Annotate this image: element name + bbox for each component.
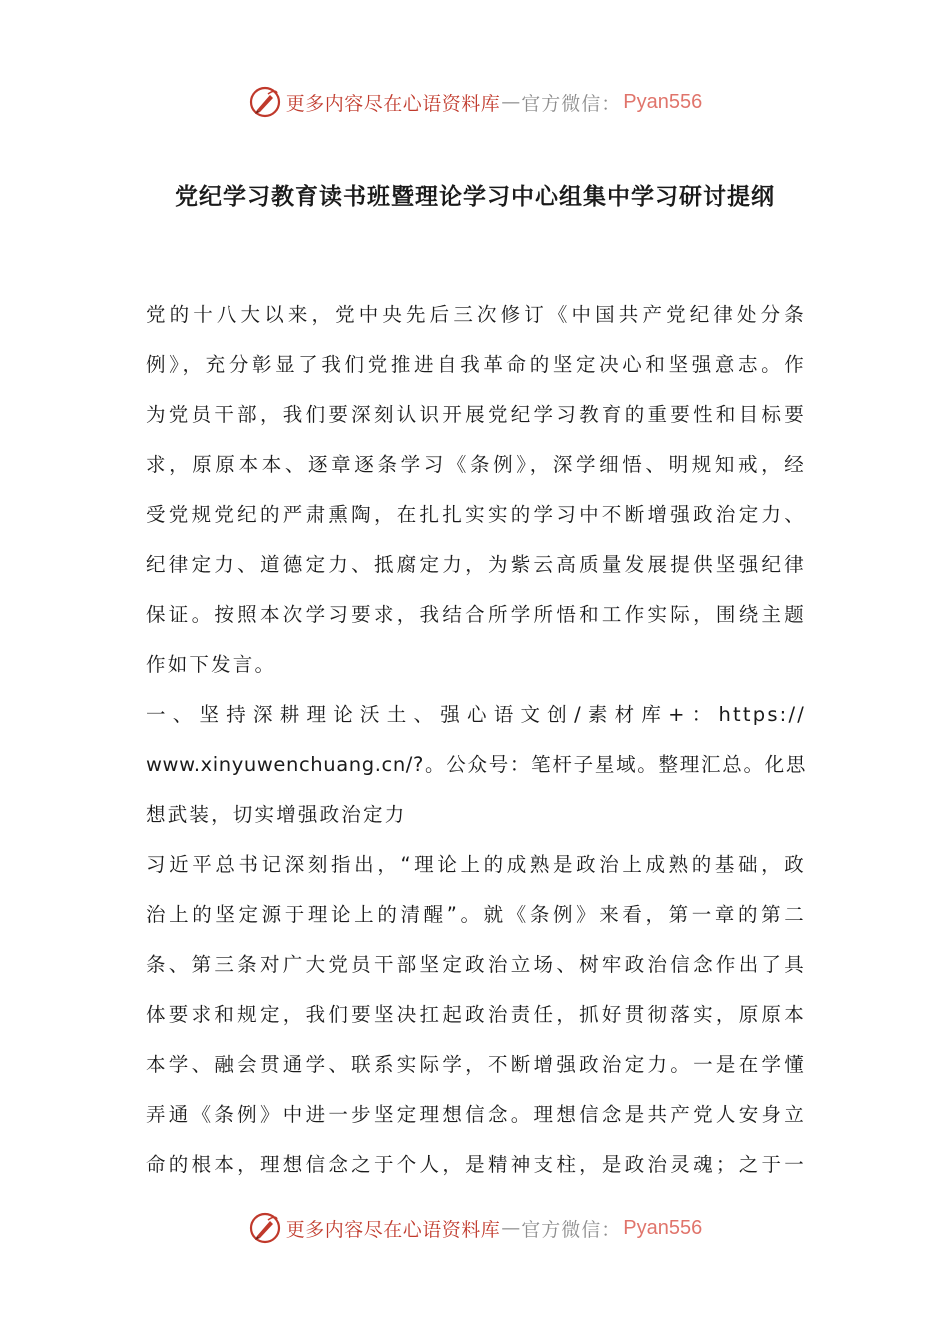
document-body bbox=[146, 290, 806, 1190]
banner-brand: 更多内容尽在心语资料库 bbox=[285, 1218, 501, 1241]
banner-sub: 官方微信： bbox=[521, 92, 622, 115]
pen-logo-icon bbox=[248, 85, 282, 119]
document-title: 党纪学习教育读书班暨理论学习中心组集中学习研讨提纲 bbox=[175, 184, 775, 210]
body-line: 党的十八大以来，党中央先后三次修订《中国共产党纪律处分条 bbox=[146, 303, 806, 326]
body-line: 为党员干部，我们要深刻认识开展党纪学习教育的重要性和目标要 bbox=[146, 403, 806, 426]
section-heading-line: 想武装，切实增强政治定力 bbox=[146, 803, 407, 826]
body-line: 作如下发言。 bbox=[146, 653, 277, 676]
banner-sub: 官方微信： bbox=[521, 1218, 622, 1241]
body-line: 本学、融会贯通学、联系实际学，不断增强政治定力。一是在学懂 bbox=[146, 1053, 806, 1076]
footer-banner bbox=[0, 1208, 950, 1248]
banner-dash: — bbox=[501, 1217, 521, 1239]
section-heading-url-line: www.xinyuwenchuang.cn/?。公众号：笔杆子星域。整理汇总。化思 bbox=[146, 753, 806, 776]
body-line: 体要求和规定，我们要坚决扛起政治责任，抓好贯彻落实，原原本 bbox=[146, 1003, 806, 1026]
banner-wechat-id: Pyan556 bbox=[623, 90, 703, 113]
body-line: 保证。按照本次学习要求，我结合所学所悟和工作实际，围绕主题 bbox=[146, 603, 806, 626]
body-line: 例》，充分彰显了我们党推进自我革命的坚定决心和坚强意志。作 bbox=[146, 353, 806, 376]
body-line: 求，原原本本、逐章逐条学习《条例》，深学细悟、明规知戒，经 bbox=[146, 453, 806, 476]
body-line: 受党规党纪的严肃熏陶，在扎扎实实的学习中不断增强政治定力、 bbox=[146, 503, 806, 526]
header-banner bbox=[0, 82, 950, 122]
pen-logo-icon bbox=[248, 1211, 282, 1245]
body-line: 纪律定力、道德定力、抵腐定力，为紫云高质量发展提供坚强纪律 bbox=[146, 553, 806, 576]
banner-wechat-id: Pyan556 bbox=[623, 1216, 703, 1239]
body-line: 条、第三条对广大党员干部坚定政治立场、树牢政治信念作出了具 bbox=[146, 953, 806, 976]
body-line: 弄通《条例》中进一步坚定理想信念。理想信念是共产党人安身立 bbox=[146, 1103, 806, 1126]
section-heading-line: 一、坚持深耕理论沃土、强心语文创/素材库+：https:// bbox=[146, 703, 806, 726]
body-line: 治上的坚定源于理论上的清醒”。就《条例》来看，第一章的第二 bbox=[146, 903, 806, 926]
banner-dash: — bbox=[501, 91, 521, 113]
banner-brand: 更多内容尽在心语资料库 bbox=[285, 92, 501, 115]
body-line: 命的根本，理想信念之于个人，是精神支柱，是政治灵魂；之于一 bbox=[146, 1153, 806, 1176]
body-line: 习近平总书记深刻指出，“理论上的成熟是政治上成熟的基础，政 bbox=[146, 853, 806, 876]
